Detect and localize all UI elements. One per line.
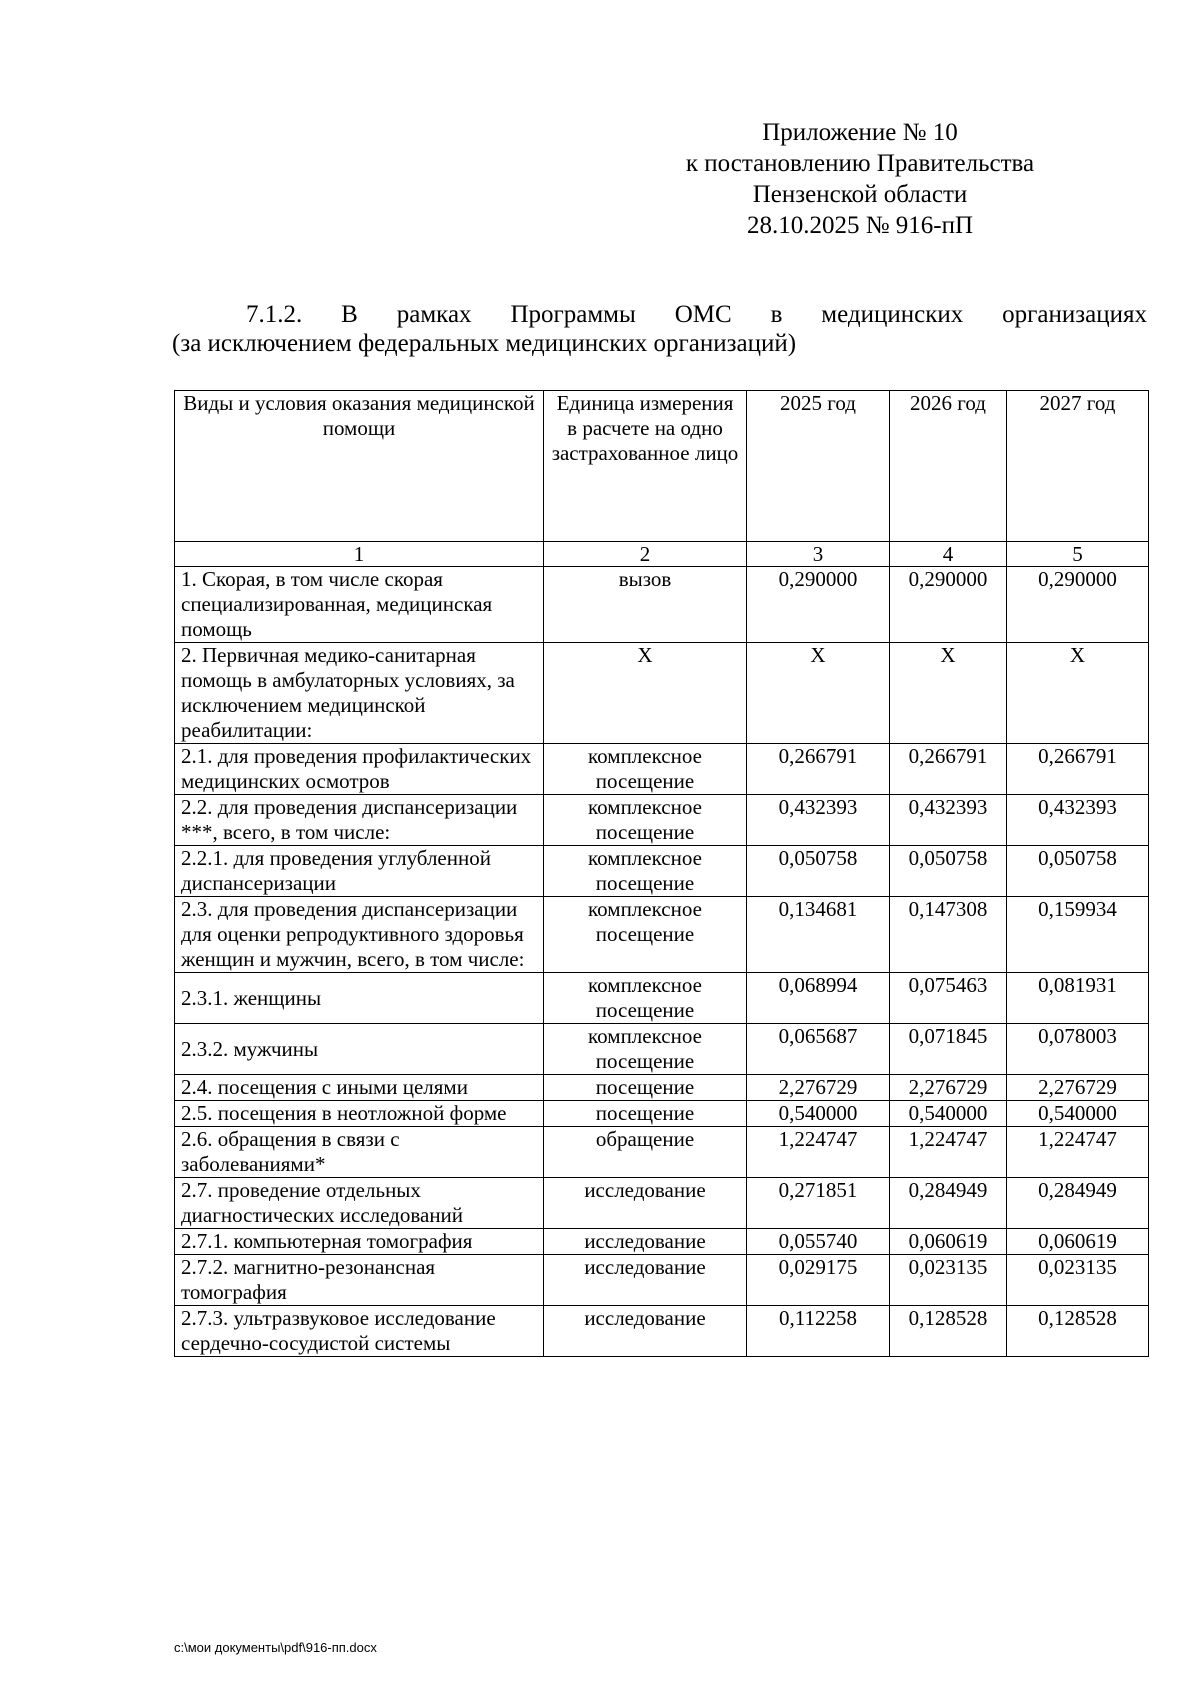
row-name-cell: 2.3. для проведения диспансеризации для оценки репродуктивного здоровья женщин и мужчин, всего, в том числе: <box>175 897 544 973</box>
row-value-2026: 0,147308 <box>890 897 1007 973</box>
row-value-2025: 0,134681 <box>747 897 890 973</box>
header-unit: Единица измерения в расчете на одно застрахованное лицо <box>544 391 747 542</box>
row-unit-cell: комплексное посещение <box>544 846 747 897</box>
row-unit-cell: комплексное посещение <box>544 795 747 846</box>
appendix-region: Пензенской области <box>752 181 968 208</box>
row-value-2027: 0,266791 <box>1007 744 1149 795</box>
row-name-cell: 2.7. проведение отдельных диагностических исследований <box>175 1178 544 1229</box>
row-unit-cell: комплексное посещение <box>544 897 747 973</box>
header-2027: 2027 год <box>1007 391 1149 542</box>
header-2026: 2026 год <box>890 391 1007 542</box>
column-numbers-row <box>175 542 1149 567</box>
table-row <box>175 744 1149 795</box>
row-value-2026: 0,071845 <box>890 1024 1007 1075</box>
row-name-cell: 2.7.2. магнитно-резонансная томография <box>175 1255 544 1306</box>
row-name-cell: 2.2. для проведения диспансеризации ***, всего, в том числе: <box>175 795 544 846</box>
column-number: 5 <box>1007 542 1149 567</box>
row-value-2026: Х <box>890 643 1007 744</box>
table-row <box>175 1306 1149 1357</box>
row-value-2027: 0,128528 <box>1007 1306 1149 1357</box>
column-number: 4 <box>890 542 1007 567</box>
row-name-cell: 2.4. посещения с иными целями <box>175 1075 544 1101</box>
header-2025: 2025 год <box>747 391 890 542</box>
row-value-2025: 0,432393 <box>747 795 890 846</box>
row-value-2025: 0,112258 <box>747 1306 890 1357</box>
row-value-2026: 0,432393 <box>890 795 1007 846</box>
row-value-2027: 0,078003 <box>1007 1024 1149 1075</box>
row-value-2027: 0,432393 <box>1007 795 1149 846</box>
table-row <box>175 973 1149 1024</box>
header-care-type: Виды и условия оказания медицинской помощи <box>175 391 544 542</box>
row-value-2027: Х <box>1007 643 1149 744</box>
row-name-cell: 2.7.3. ультразвуковое исследование сердечно-сосудистой системы <box>175 1306 544 1357</box>
column-number: 2 <box>544 542 747 567</box>
row-value-2027: 0,081931 <box>1007 973 1149 1024</box>
row-name-cell: 2.3.1. женщины <box>175 973 544 1024</box>
row-name-cell: 2. Первичная медико-санитарная помощь в амбулаторных условиях, за исключением медицинской реабилитации: <box>175 643 544 744</box>
row-value-2026: 0,075463 <box>890 973 1007 1024</box>
footer-file-path: c:\мои документы\pdf\916-пп.docx <box>174 1640 377 1655</box>
row-name-cell: 2.2.1. для проведения углубленной диспансеризации <box>175 846 544 897</box>
table-row <box>175 1127 1149 1178</box>
row-name-cell: 1. Скорая, в том числе скорая специализированная, медицинская помощь <box>175 567 544 643</box>
row-unit-cell: вызов <box>544 567 747 643</box>
row-unit-cell: исследование <box>544 1229 747 1255</box>
appendix-date-number: 28.10.2025 № 916-пП <box>746 212 974 239</box>
appendix-header <box>640 117 1080 241</box>
row-value-2025: 0,271851 <box>747 1178 890 1229</box>
row-value-2027: 1,224747 <box>1007 1127 1149 1178</box>
table-row <box>175 643 1149 744</box>
row-unit-cell: комплексное посещение <box>544 1024 747 1075</box>
row-unit-cell: комплексное посещение <box>544 973 747 1024</box>
row-value-2027: 0,284949 <box>1007 1178 1149 1229</box>
row-value-2025: 2,276729 <box>747 1075 890 1101</box>
table-row <box>175 1255 1149 1306</box>
table-row <box>175 1101 1149 1127</box>
row-name-cell: 2.5. посещения в неотложной форме <box>175 1101 544 1127</box>
table-row <box>175 1075 1149 1101</box>
row-unit-cell: комплексное посещение <box>544 744 747 795</box>
row-value-2026: 0,266791 <box>890 744 1007 795</box>
row-value-2025: 0,068994 <box>747 973 890 1024</box>
row-value-2025: 0,029175 <box>747 1255 890 1306</box>
row-unit-cell: обращение <box>544 1127 747 1178</box>
row-value-2026: 0,050758 <box>890 846 1007 897</box>
row-value-2026: 0,060619 <box>890 1229 1007 1255</box>
row-value-2026: 0,540000 <box>890 1101 1007 1127</box>
row-name-cell: 2.1. для проведения профилактических медицинских осмотров <box>175 744 544 795</box>
row-value-2025: Х <box>747 643 890 744</box>
table-row <box>175 1178 1149 1229</box>
row-unit-cell: Х <box>544 643 747 744</box>
row-name-cell: 2.3.2. мужчины <box>175 1024 544 1075</box>
table-header-row <box>175 391 1149 542</box>
section-intro-line-2: (за исключением федеральных медицинских организаций) <box>172 330 797 357</box>
table-row <box>175 1024 1149 1075</box>
row-value-2026: 1,224747 <box>890 1127 1007 1178</box>
row-value-2027: 0,290000 <box>1007 567 1149 643</box>
section-intro <box>172 300 1147 358</box>
appendix-number: Приложение № 10 <box>762 119 958 146</box>
column-number: 3 <box>747 542 890 567</box>
row-value-2025: 1,224747 <box>747 1127 890 1178</box>
table-row <box>175 795 1149 846</box>
row-value-2027: 0,540000 <box>1007 1101 1149 1127</box>
table-row <box>175 567 1149 643</box>
row-value-2026: 2,276729 <box>890 1075 1007 1101</box>
row-value-2025: 0,266791 <box>747 744 890 795</box>
row-unit-cell: посещение <box>544 1075 747 1101</box>
row-value-2026: 0,023135 <box>890 1255 1007 1306</box>
table-row <box>175 1229 1149 1255</box>
row-value-2026: 0,128528 <box>890 1306 1007 1357</box>
row-value-2025: 0,290000 <box>747 567 890 643</box>
row-value-2025: 0,540000 <box>747 1101 890 1127</box>
row-value-2025: 0,050758 <box>747 846 890 897</box>
row-value-2027: 0,159934 <box>1007 897 1149 973</box>
row-value-2027: 2,276729 <box>1007 1075 1149 1101</box>
column-number: 1 <box>175 542 544 567</box>
row-name-cell: 2.6. обращения в связи с заболеваниями* <box>175 1127 544 1178</box>
table-row <box>175 846 1149 897</box>
row-value-2027: 0,050758 <box>1007 846 1149 897</box>
row-value-2027: 0,023135 <box>1007 1255 1149 1306</box>
row-value-2027: 0,060619 <box>1007 1229 1149 1255</box>
row-unit-cell: посещение <box>544 1101 747 1127</box>
section-intro-line-1: 7.1.2. В рамках Программы ОМС в медицинских организациях <box>246 301 1147 328</box>
volumes-table <box>174 390 1149 1357</box>
row-value-2025: 0,065687 <box>747 1024 890 1075</box>
row-unit-cell: исследование <box>544 1306 747 1357</box>
appendix-resolution: к постановлению Правительства <box>685 150 1035 177</box>
row-unit-cell: исследование <box>544 1178 747 1229</box>
row-value-2025: 0,055740 <box>747 1229 890 1255</box>
row-value-2026: 0,290000 <box>890 567 1007 643</box>
row-name-cell: 2.7.1. компьютерная томография <box>175 1229 544 1255</box>
table-row <box>175 897 1149 973</box>
row-value-2026: 0,284949 <box>890 1178 1007 1229</box>
row-unit-cell: исследование <box>544 1255 747 1306</box>
